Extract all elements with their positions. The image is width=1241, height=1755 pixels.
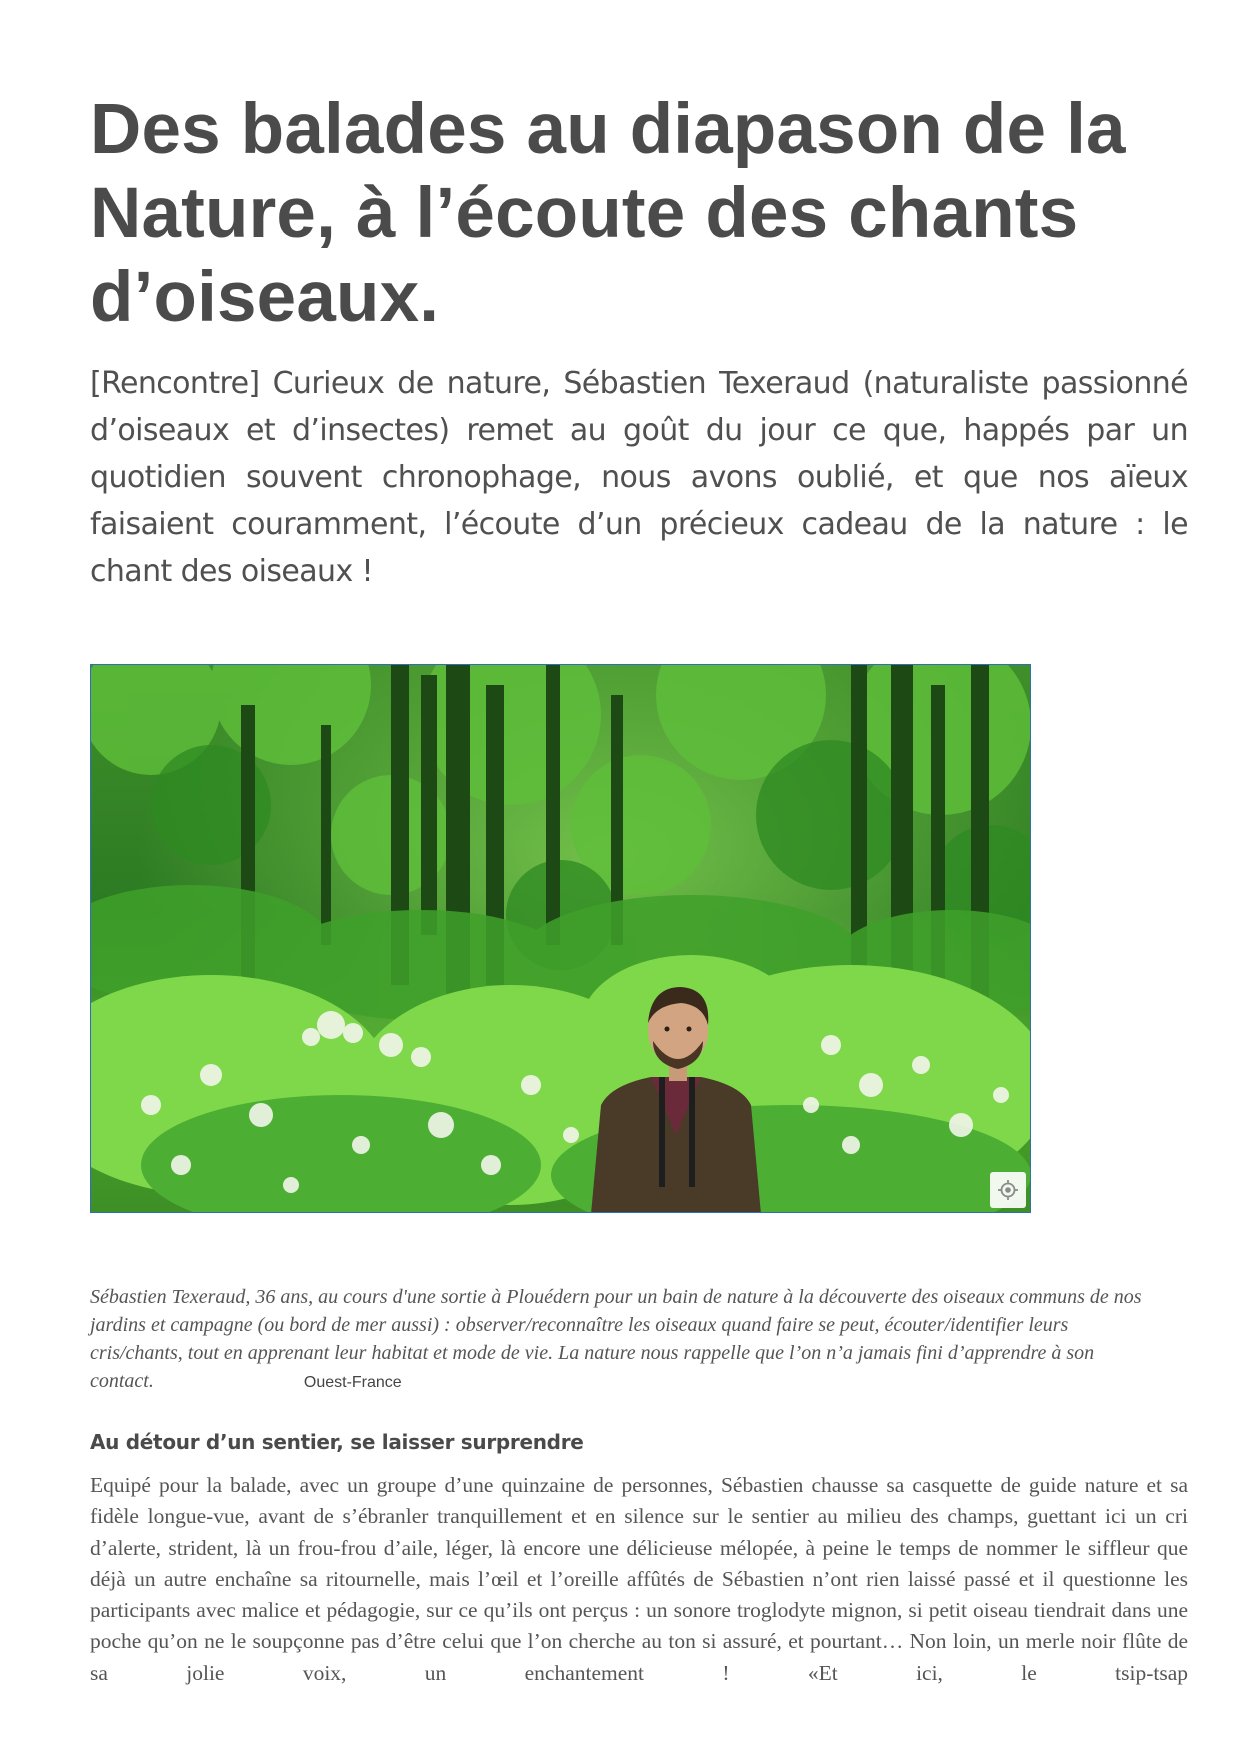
- photo-caption-text: Sébastien Texeraud, 36 ans, au cours d'une sortie à Plouédern pour un bain de nature à la découverte des oiseaux communs de nos jardins et campagne (ou bord de mer aussi) : observer/reconnaître les oiseaux quand faire se peut, écouter/identifier leurs cris/chants, tout en apprenant leur habitat et mode de vie. La nature nous rappelle que l’on n’a jamais fini d’apprendre à son contact.: [90, 1286, 1142, 1392]
- article-headline: Des balades au diapason de la Nature, à l’écoute des chants d’oiseaux.: [90, 90, 1126, 337]
- photo-credit: Ouest-France: [303, 1374, 402, 1391]
- photo-caption: [90, 1283, 1150, 1397]
- locate-icon: [997, 1179, 1019, 1201]
- article-lede: [Rencontre] Curieux de nature, Sébastien Texeraud (naturaliste passionné d’oiseaux et d’insectes) remet au goût du jour ce que, happés par un quotidien souvent chronophage, nous avons oublié, et que nos aïeux faisaient couramment, l’écoute d’un précieux cadeau de la nature : le chant des oiseaux !: [90, 366, 1188, 589]
- locate-button[interactable]: [990, 1172, 1026, 1208]
- forest-portrait-image: [91, 665, 1031, 1213]
- section-subhead: Au détour d’un sentier, se laisser surprendre: [90, 1430, 584, 1454]
- article-body: Equipé pour la balade, avec un groupe d’une quinzaine de personnes, Sébastien chausse sa casquette de guide nature et sa fidèle longue-vue, avant de s’ébranler tranquillement et en silence sur le sentier au milieu des champs, guettant ici un cri d’alerte, strident, là un frou-frou d’aile, léger, là encore une délicieuse mélopée, à peine le temps de nommer le siffleur que déjà un autre enchaîne sa ritournelle, mais l’œil et l’oreille affûtés de Sébastien n’ont rien laissé passé et il questionne les participants avec malice et pédagogie, sur ce qu’ils ont perçus : un sonore troglodyte mignon, si petit oiseau tiendrait dans une poche qu’on ne le soupçonne pas d’être celui que l’on cherche au ton si assuré, et pourtant… Non loin, un merle noir flûte de sa jolie voix, un enchantement ! «Et ici, le tsip-tsap: [90, 1473, 1188, 1685]
- article-photo: [90, 664, 1031, 1213]
